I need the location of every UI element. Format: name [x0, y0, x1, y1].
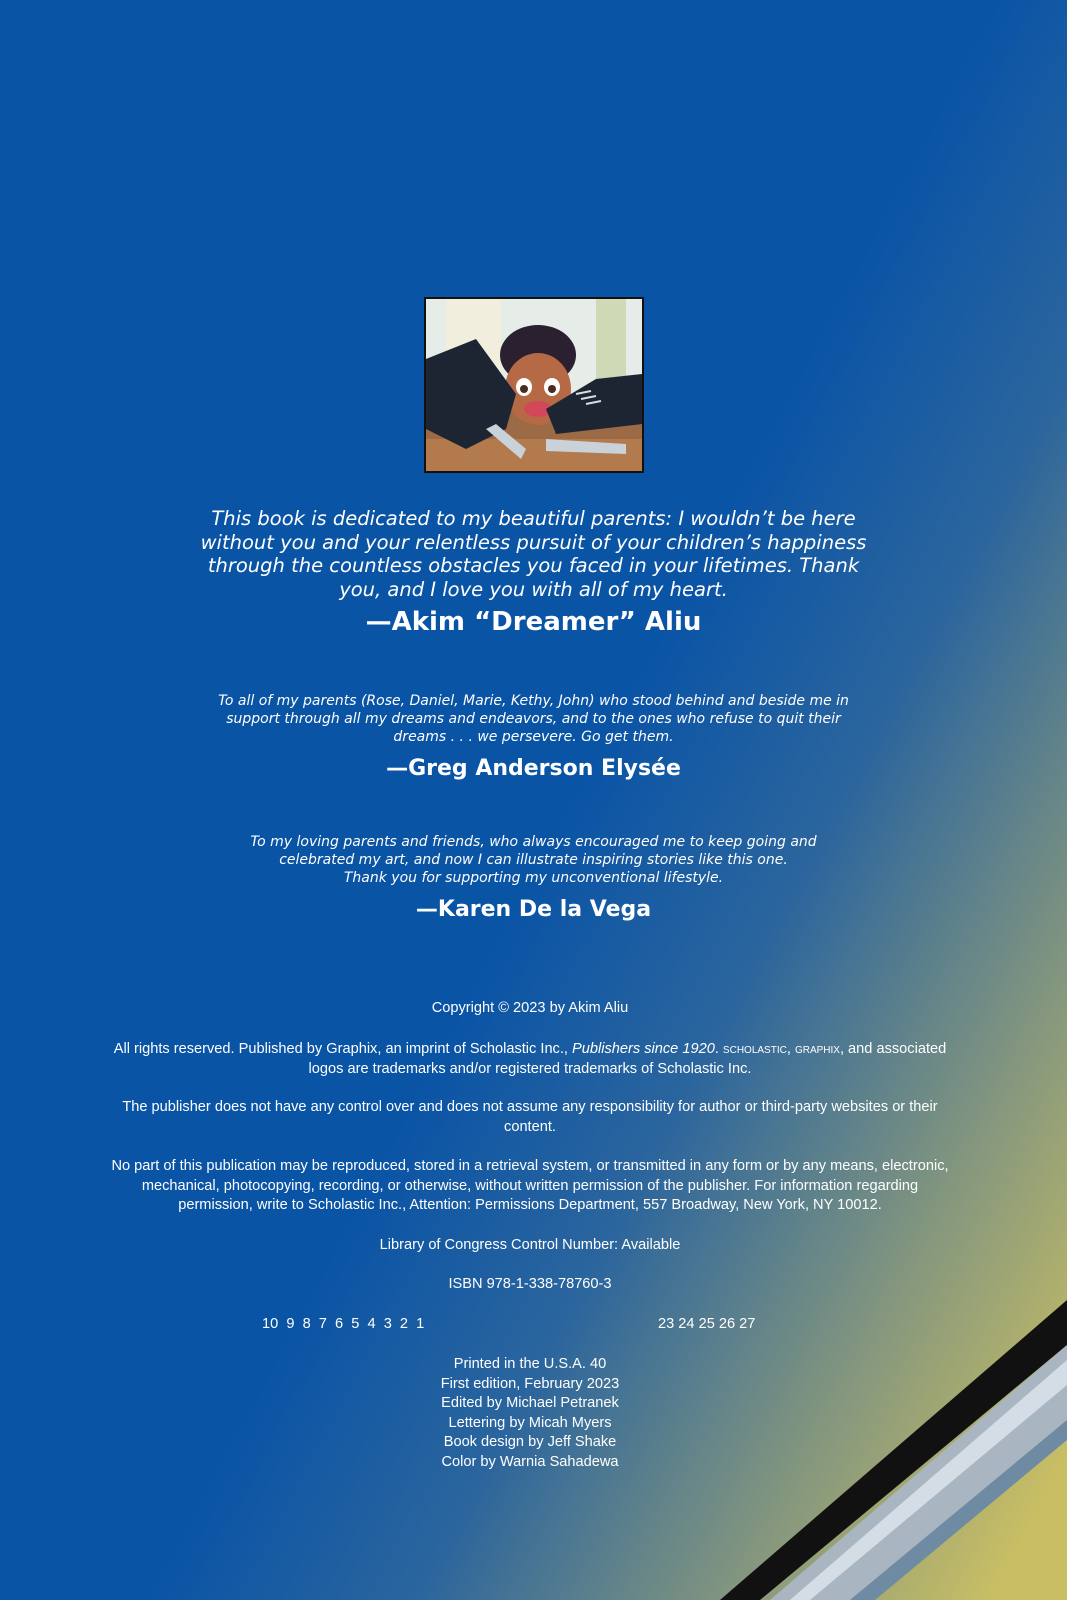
dedication-author: —Karen De la Vega	[415, 897, 652, 922]
dedication-text: To all of my parents (Rose, Daniel, Marie, Kethy, John) who stood behind and beside me in support through all my dreams and endeavors, and to the ones who refuse to quit their dreams . . . we persevere. Go get them.	[218, 693, 849, 745]
copyright-line	[110, 999, 950, 1019]
credit-line: Book design by Jeff Shake	[443, 1434, 617, 1451]
dedication-text	[200, 833, 867, 887]
dedication-text: This book is dedicated to my beautiful parents: I wouldn’t be here without you and your relentless pursuit of your children’s happiness through the countless obstacles you faced in your lifetimes. Thank you, and I love you with all of my heart.	[200, 507, 867, 601]
credit-line: Color by Warnia Sahadewa	[441, 1453, 619, 1470]
printing-number-line: 10 9 8 7 6 5 4 3 2 1	[262, 1316, 425, 1332]
dedication-author: —Akim “Dreamer” Aliu	[365, 607, 702, 637]
credit-line: First edition, February 2023	[440, 1375, 620, 1392]
reproduction-text: No part of this publication may be reproduced, stored in a retrieval system, or transmitted in any form or by any means, electronic, mechanical, photocopying, recording, or otherwise, without written permission of the publisher. For information regarding permission, write to Scholastic Inc., Attention: Permissions Department, 557 Broadway, New York, NY 10012.	[111, 1158, 949, 1214]
dedication-karen	[200, 833, 867, 922]
credit-line: Printed in the U.S.A. 40	[453, 1356, 607, 1372]
publisher-note	[110, 1098, 950, 1137]
dedication-line: To my loving parents and friends, who always encouraged me to keep going and	[250, 834, 817, 850]
trademark-scholastic: scholastic	[722, 1040, 787, 1056]
dedication-akim	[200, 507, 867, 637]
publisher-note-text: The publisher does not have any control over and does not assume any responsibility for author or third-party websites or their content.	[122, 1099, 938, 1135]
dedication-greg	[200, 692, 867, 781]
credit-line: Lettering by Micah Myers	[448, 1414, 612, 1431]
rights-part: All rights reserved. Published by Graphix, an imprint of Scholastic Inc.,	[113, 1041, 573, 1057]
trademark-graphix: graphix	[794, 1040, 840, 1056]
rights-text	[110, 1039, 950, 1079]
rights-reserved	[110, 1039, 950, 1079]
dedication-line: celebrated my art, and now I can illustrate inspiring stories like this one.	[279, 852, 788, 868]
loc-text: Library of Congress Control Number: Available	[379, 1237, 681, 1253]
printing-year-line: 23 24 25 26 27	[658, 1316, 756, 1332]
reproduction-notice	[110, 1157, 950, 1216]
rights-part: , and associated logos are trademarks and/or registered trademarks of Scholastic Inc.	[308, 1041, 947, 1077]
rights-separator: ,	[786, 1041, 795, 1057]
loc-control-number	[110, 1236, 950, 1256]
credits-block	[330, 1355, 730, 1473]
copyright-text: Copyright © 2023 by Akim Aliu	[431, 1000, 629, 1016]
dedication-line: Thank you for supporting my unconventional lifestyle.	[343, 870, 724, 886]
rights-part: .	[714, 1041, 723, 1057]
isbn-text: ISBN 978-1-338-78760-3	[448, 1276, 612, 1292]
dedication-author: —Greg Anderson Elysée	[386, 756, 681, 781]
publishers-since: Publishers since 1920	[572, 1041, 715, 1057]
boy-with-skates-illustration	[426, 299, 642, 471]
illustration-panel	[424, 297, 644, 473]
credit-line: Edited by Michael Petranek	[441, 1395, 619, 1412]
isbn	[110, 1275, 950, 1295]
